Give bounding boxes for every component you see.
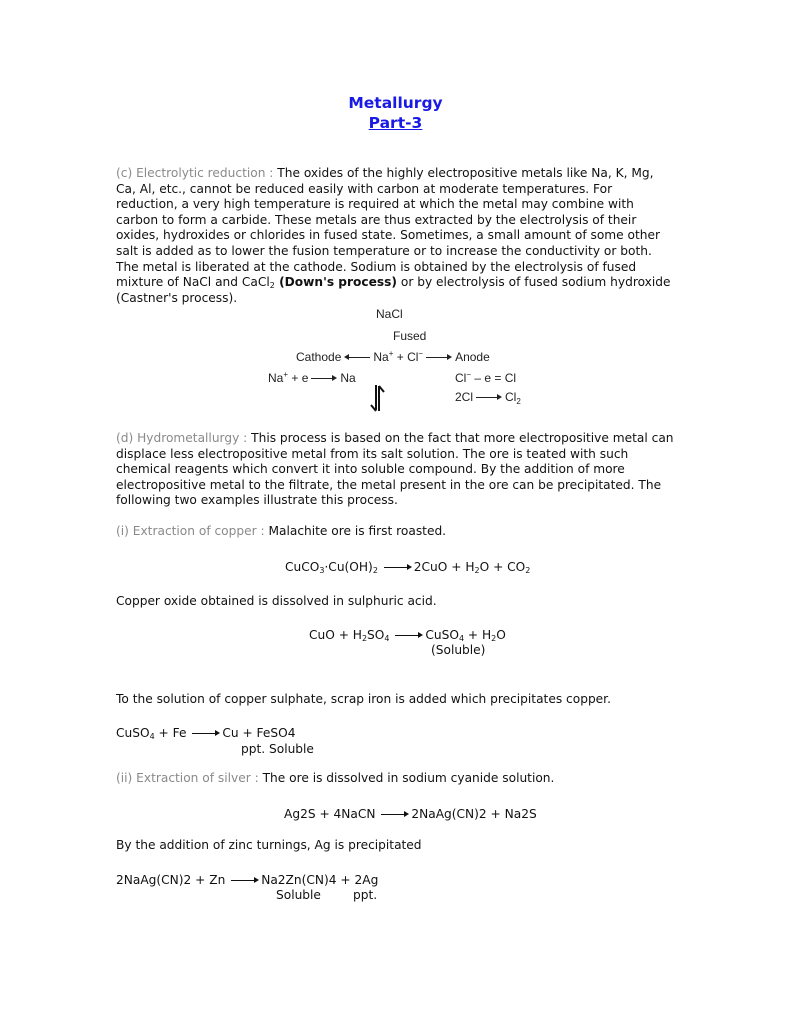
arrow-right-icon	[426, 355, 452, 361]
section-heading: (d) Hydrometallurgy :	[116, 431, 248, 445]
page-title	[0, 93, 791, 133]
section-hydrometallurgy	[116, 431, 676, 509]
arrow-right-icon	[384, 565, 412, 571]
copper-text-3: To the solution of copper sulphate, scrap iron is added which precipitates copper.	[116, 692, 611, 706]
equation-cuo-sulphuric: CuO + $H_2SO_4$ CuSO$_4$ + $H_2O$	[309, 628, 506, 643]
diagram-cathode-reaction: Na+ + e Na	[268, 370, 356, 385]
diagram-nacl: NaCl	[376, 307, 403, 321]
arrow-right-icon	[395, 633, 423, 639]
title-line-1: Metallurgy	[348, 94, 443, 112]
diagram-anode-reaction-1: Cl− – e = Cl	[455, 370, 517, 385]
section-heading: (ii) Extraction of silver :	[116, 771, 259, 785]
equation-cuso4-fe: CuSO$_4$ + Fe Cu + FeSO4	[116, 726, 296, 741]
diagram-fused: Fused	[393, 329, 427, 343]
arrow-right-icon	[192, 731, 220, 737]
downs-process-label: (Down's process)	[274, 275, 397, 290]
section-text: The oxides of the highly electropositive metals like Na, K, Mg, Ca, Al, etc., cannot be reduced easily with carbon at moderate temperatures. For reduction, a very high temperature is required at which the metal may combine with carbon to form a carbide. These metals are thus extracted by the electrolysis of their oxides, hydroxides or chlorides in fused state. Sometimes, a small amount of some other salt is added as to lower the fusion temperature or to increase the conductivity or both. The metal is liberated at the cathode. Sodium is obtained by the electrolysis of fused mixture of NaCl and CaCl	[116, 166, 661, 290]
equilibrium-arrow-icon	[370, 383, 386, 417]
section-heading: (c) Electrolytic reduction :	[116, 166, 274, 180]
diagram-electrolysis-line: Cathode Na+ + Cl− Anode	[296, 349, 490, 364]
arrow-right-icon	[231, 878, 259, 884]
section-text: This process is based on the fact that more electropositive metal can displace less electropositive metal from its salt solution. The ore is teated with such chemical reagents which convert it into soluble compound. By the addition of more electropositive metal to the filtrate, the metal present in the ore can be precipitated. The following two examples illustrate this process.	[116, 431, 674, 508]
copper-extraction-intro: (i) Extraction of copper : Malachite ore is first roasted.	[116, 524, 447, 538]
arrow-right-icon	[311, 376, 337, 382]
equation-zinc-precipitation: 2NaAg(CN)2 + Zn Na2Zn(CN)4 + 2Ag	[116, 873, 379, 887]
arrow-right-icon	[476, 395, 502, 401]
section-heading: (i) Extraction of copper :	[116, 524, 265, 538]
equation-ag2s-nacn: Ag2S + 4NaCN 2NaAg(CN)2 + Na2S	[284, 807, 537, 821]
diagram-anode-reaction-2: 2Cl $Cl_2$	[455, 390, 521, 406]
ppt-note: ppt.	[353, 888, 378, 902]
soluble-note: (Soluble)	[431, 643, 486, 657]
soluble-note: Soluble	[276, 888, 321, 902]
arrow-left-icon	[344, 355, 370, 361]
ppt-soluble-note: ppt. Soluble	[241, 742, 314, 756]
silver-text-2: By the addition of zinc turnings, Ag is precipitated	[116, 838, 422, 852]
silver-extraction-intro: (ii) Extraction of silver : The ore is dissolved in sodium cyanide solution.	[116, 771, 555, 785]
equation-malachite-roasting: $CuCO_3\cdot Cu(OH)_2$ $2CuO + H_2O + CO_2$	[285, 560, 531, 575]
section-electrolytic-reduction: (c) Electrolytic reduction : The oxides of the highly electropositive metals like Na, K, Mg, Ca, Al, etc., cannot be reduced easily with carbon at moderate temperatures. For reduction, a very high temperature is required at which the metal may combine with carbon to form a carbide. These metals are thus extracted by the electrolysis of their oxides, hydroxides or chlorides in fused state. Sometimes, a small amount of some other salt is added as to lower the fusion temperature or to increase the conductivity or both. The metal is liberated at the cathode. Sodium is obtained by the electrolysis of fused mixture of NaCl and CaCl$_2$ (Down's process) or by electrolysis of fused sodium hydroxide (Castner's process).	[116, 166, 671, 305]
title-line-2: Part-3	[368, 114, 423, 132]
copper-text-2: Copper oxide obtained is dissolved in sulphuric acid.	[116, 594, 437, 608]
arrow-right-icon	[381, 812, 409, 818]
